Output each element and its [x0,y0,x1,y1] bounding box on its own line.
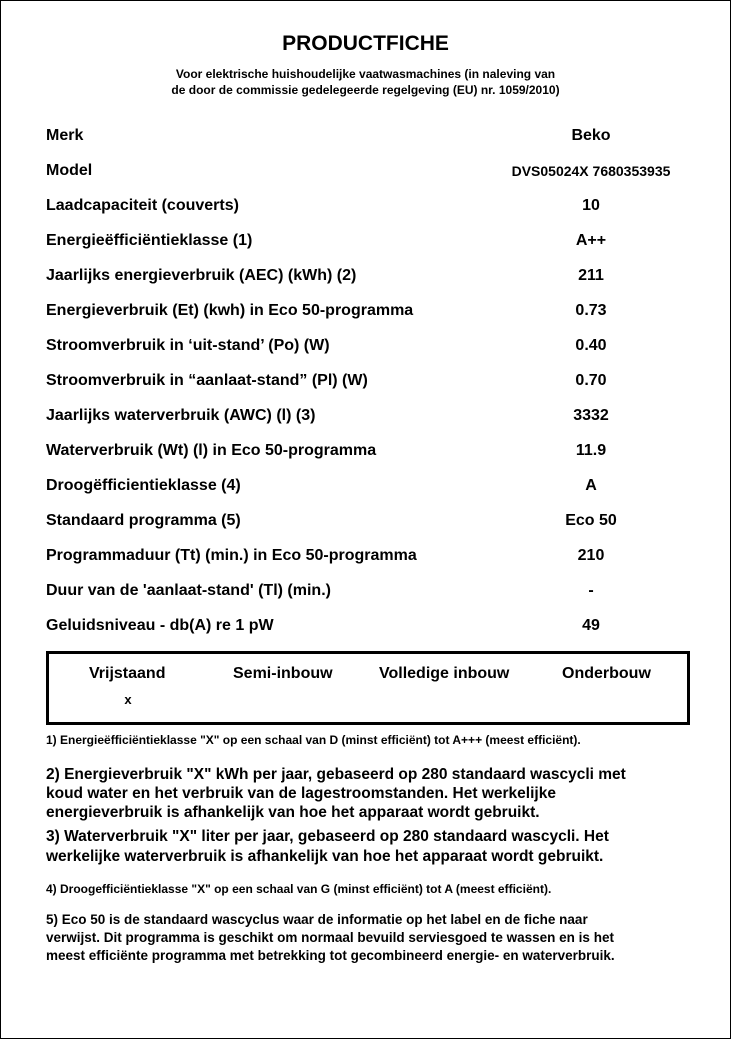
footnote-5-line-2: verwijst. Dit programma is geschikt om normaal bevuild serviesgoed te wassen en is het [46,930,614,945]
spec-row-left-on-duration [46,573,686,608]
footnote-5-line-3: meest efficiënte programma met betrekking tot gecombineerd energie- en waterverbruik. [46,948,615,963]
footnote-1: 1) Energieëfficiëntieklasse "X" op een schaal van D (minst efficiënt) tot A+++ (meest efficiënt). [46,733,581,747]
spec-value: 0.73 [575,302,607,319]
spec-row-wt [46,433,686,468]
installation-fully-builtin-label: Volledige inbouw [379,665,510,682]
footnote-2-line-3: energieverbruik is afhankelijk van hoe het apparaat wordt gebruikt. [46,804,540,821]
spec-label: Merk [46,127,84,144]
installation-freestanding-label: Vrijstaand [89,665,166,682]
subtitle-line-1: Voor elektrische huishoudelijke vaatwasmachines (in naleving van [175,67,556,81]
spec-label: Jaarlijks energieverbruik (AEC) (kWh) (2) [46,267,357,284]
footnote-2-line-2: koud water en het verbruik van de lagestroomstanden. Het werkelijke [46,785,556,802]
spec-label: Laadcapaciteit (couverts) [46,197,239,214]
installation-undercounter-label: Onderbouw [562,665,651,682]
spec-value: Beko [571,127,611,144]
spec-row-model [46,153,686,188]
spec-label: Model [46,162,93,179]
spec-row-program-duration [46,538,686,573]
spec-row-standard-program [46,503,686,538]
page-title: PRODUCTFICHE [282,32,449,55]
spec-value: Eco 50 [565,512,617,529]
spec-row-capacity [46,188,686,223]
spec-value: A [585,477,597,494]
spec-value: 3332 [573,407,609,424]
spec-row-noise [46,608,686,643]
spec-value: - [588,582,594,599]
spec-label: Energieverbruik (Et) (kwh) in Eco 50-programma [46,302,414,319]
spec-label: Waterverbruik (Wt) (l) in Eco 50-programma [46,442,377,459]
spec-value: 0.70 [575,372,607,389]
footnote-3-line-1: 3) Waterverbruik "X" liter per jaar, gebaseerd op 280 standaard wascycli. Het [46,828,609,845]
spec-label: Duur van de 'aanlaat-stand' (Tl) (min.) [46,582,331,599]
footnote-5-line-1: 5) Eco 50 is de standaard wascyclus waar de informatie op het label en de fiche naar [46,912,588,927]
spec-row-brand [46,118,686,153]
spec-table [46,118,686,643]
spec-row-po [46,328,686,363]
spec-value: 49 [582,617,600,634]
spec-label: Jaarlijks waterverbruik (AWC) (l) (3) [46,407,316,424]
footnote-4: 4) Droogefficiëntieklasse "X" op een schaal van G (minst efficiënt) tot A (meest efficiënt). [46,882,552,896]
spec-row-energy-class [46,223,686,258]
spec-label: Stroomverbruik in “aanlaat-stand” (Pl) (W) [46,372,368,389]
spec-value: 0.40 [575,337,607,354]
spec-label: Droogëfficientieklasse (4) [46,477,241,494]
spec-value: 11.9 [575,442,607,459]
spec-row-drying-class [46,468,686,503]
spec-row-pl [46,363,686,398]
footnote-3-line-2: werkelijke waterverbruik is afhankelijk van hoe het apparaat wordt gebruikt. [46,848,604,865]
spec-value: DVS05024X 7680353935 [511,163,671,179]
spec-label: Stroomverbruik in ‘uit-stand’ (Po) (W) [46,337,330,354]
subtitle-line-2: de door de commissie gedelegeerde regelgeving (EU) nr. 1059/2010) [171,83,560,97]
spec-label: Programmaduur (Tt) (min.) in Eco 50-programma [46,547,417,564]
spec-row-aec [46,258,686,293]
spec-value: 211 [578,267,604,284]
footnote-2-line-1: 2) Energieverbruik "X" kWh per jaar, gebaseerd op 280 standaard wascycli met [46,766,626,783]
installation-type-box [46,651,690,725]
spec-value: 10 [582,197,600,214]
spec-label: Geluidsniveau - db(A) re 1 pW [46,617,274,634]
spec-value: A++ [575,232,607,249]
spec-label: Standaard programma (5) [46,512,241,529]
installation-semi-builtin-label: Semi-inbouw [233,665,333,682]
spec-row-et [46,293,686,328]
spec-label: Energieëfficiëntieklasse (1) [46,232,253,249]
spec-value: 210 [577,547,605,564]
installation-selected-mark: x [124,692,132,707]
spec-row-awc [46,398,686,433]
